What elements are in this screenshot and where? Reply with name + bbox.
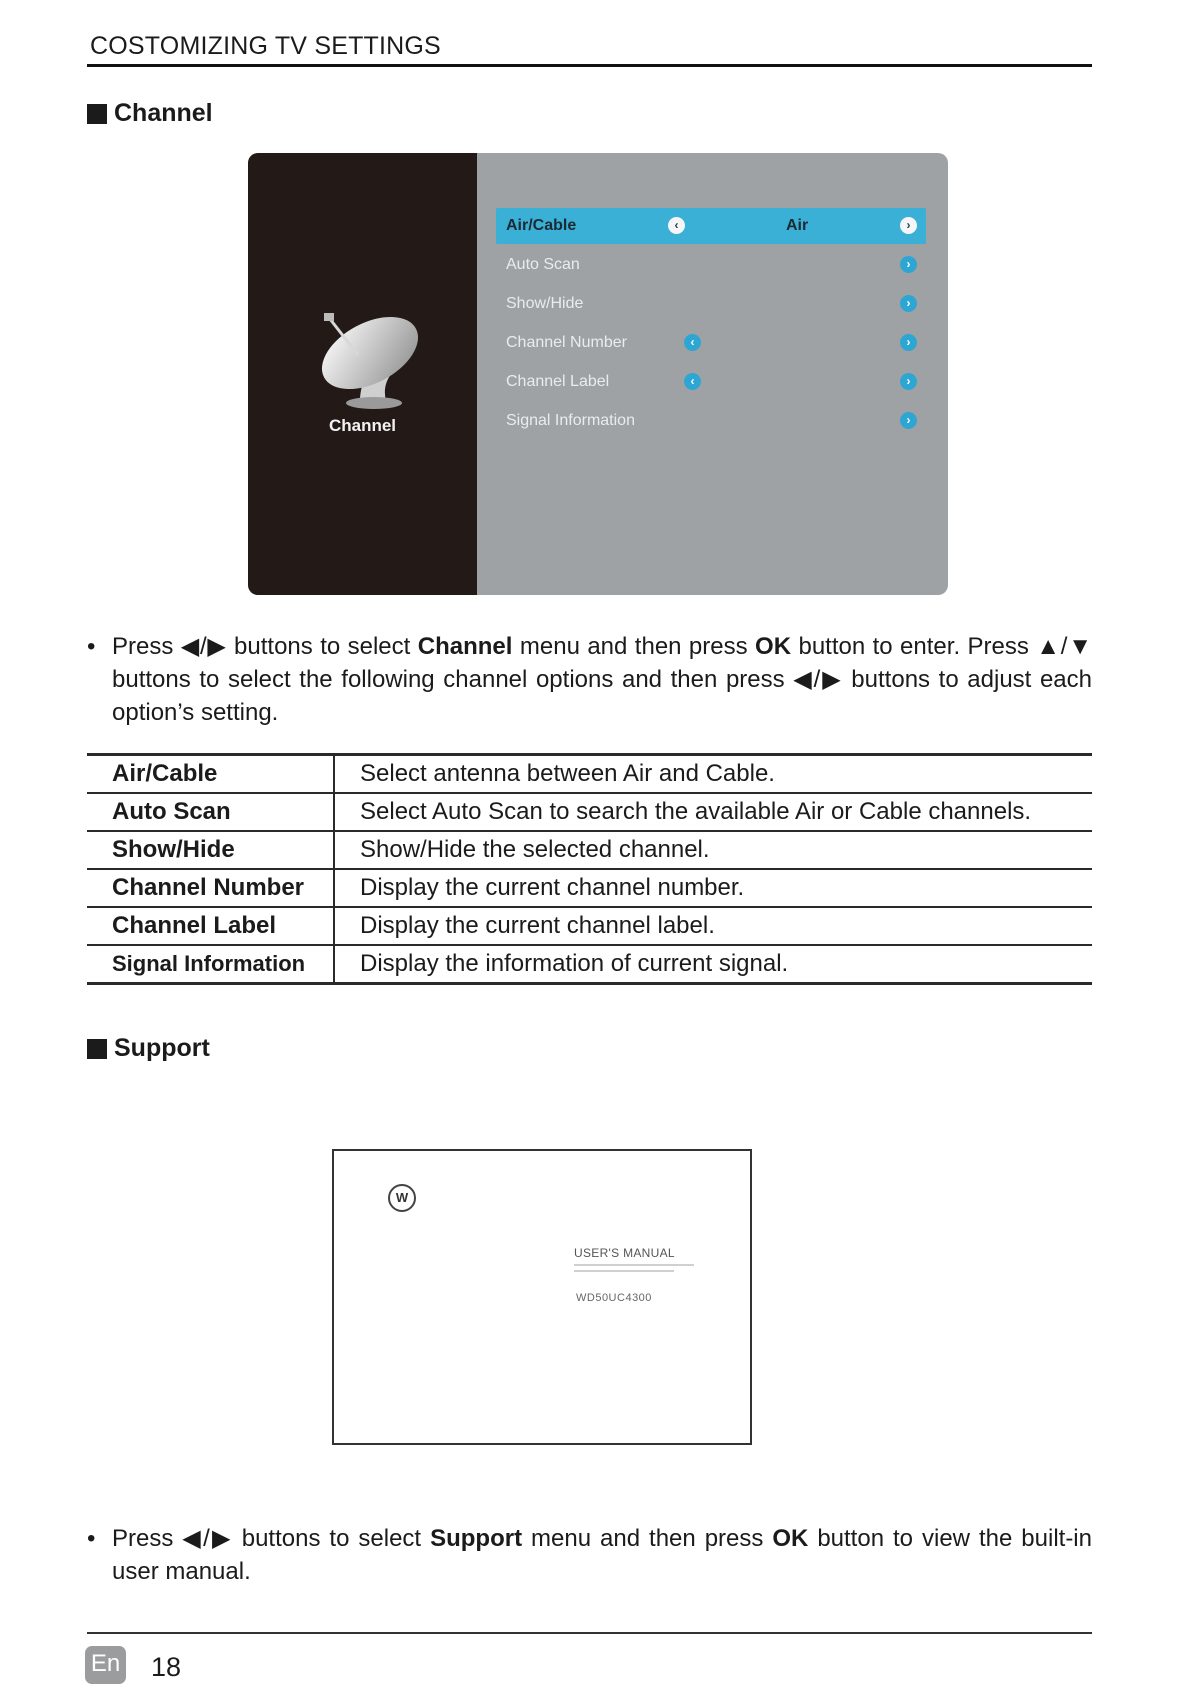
- channel-instruction: [87, 630, 1092, 729]
- menu-item-label: Auto Scan: [506, 256, 580, 273]
- chevron-right-icon[interactable]: ›: [900, 217, 917, 234]
- menu-item-signal-information[interactable]: [496, 403, 926, 439]
- footer-divider: [87, 1632, 1092, 1634]
- menu-item-value: Air: [786, 217, 809, 234]
- chevron-right-icon[interactable]: ›: [900, 373, 917, 390]
- manual-title: USER'S MANUAL: [574, 1246, 675, 1260]
- tv-menu-left-panel: [248, 153, 477, 595]
- option-description: Display the information of current signal.: [360, 950, 789, 977]
- menu-item-channel-label[interactable]: [496, 364, 926, 400]
- instruction-text: button to enter. Press ▲/▼ buttons to select the following channel options and then press ◀/▶ buttons to adjust each option’s setting.: [112, 633, 1092, 726]
- channel-section-title-text: Channel: [114, 99, 213, 127]
- menu-item-show-hide[interactable]: [496, 286, 926, 322]
- instruction-text: menu and then press: [512, 633, 756, 660]
- table-row: [87, 868, 1092, 906]
- table-row: [87, 830, 1092, 868]
- table-row: [87, 792, 1092, 830]
- instruction-text: menu and then press: [522, 1525, 773, 1552]
- instruction-bold-channel: Channel: [417, 633, 513, 660]
- menu-item-label: Channel Label: [506, 373, 610, 390]
- option-name: Channel Label: [87, 908, 335, 944]
- table-row: [87, 753, 1092, 792]
- page-number: 18: [151, 1652, 182, 1682]
- manual-subtitle-line: [574, 1270, 674, 1272]
- support-section-title: [87, 1034, 210, 1063]
- satellite-dish-icon: [300, 303, 430, 413]
- option-name: Channel Number: [87, 870, 335, 906]
- table-row: [87, 906, 1092, 944]
- page-header-title: COSTOMIZING TV SETTINGS: [90, 32, 441, 60]
- channel-options-table: [87, 753, 1092, 985]
- option-name: Show/Hide: [87, 832, 335, 868]
- language-badge: En: [85, 1646, 126, 1684]
- instruction-bold-ok: OK: [772, 1525, 809, 1552]
- option-name: Air/Cable: [87, 756, 335, 792]
- option-description: Select Auto Scan to search the available Air or Cable channels.: [360, 798, 1032, 825]
- chevron-right-icon[interactable]: ›: [900, 295, 917, 312]
- chevron-left-icon[interactable]: ‹: [668, 217, 685, 234]
- support-instruction: [87, 1522, 1092, 1588]
- user-manual-preview: [332, 1149, 752, 1445]
- bullet-dot: •: [87, 1525, 96, 1552]
- option-name: Auto Scan: [87, 794, 335, 830]
- tv-channel-menu: [248, 153, 948, 595]
- instruction-text: Press ◀/▶ buttons to select: [112, 633, 418, 660]
- instruction-text: Press ◀/▶ buttons to select: [112, 1525, 431, 1552]
- tv-menu-panel-label: Channel: [328, 416, 397, 435]
- chevron-right-icon[interactable]: ›: [900, 334, 917, 351]
- menu-item-auto-scan[interactable]: [496, 247, 926, 283]
- bullet-dot: •: [87, 633, 96, 660]
- option-description: Select antenna between Air and Cable.: [360, 760, 775, 787]
- square-bullet-icon: [87, 1039, 107, 1059]
- instruction-text: button to view the built-in user manual.: [112, 1525, 1092, 1585]
- manual-subtitle-line: [574, 1264, 694, 1266]
- menu-item-channel-number[interactable]: [496, 325, 926, 361]
- menu-item-air-cable[interactable]: [496, 208, 926, 244]
- menu-item-label: Air/Cable: [506, 217, 577, 234]
- option-description: Display the current channel label.: [360, 912, 715, 939]
- instruction-bold-support: Support: [430, 1525, 523, 1552]
- instruction-bold-ok: OK: [755, 633, 792, 660]
- option-description: Show/Hide the selected channel.: [360, 836, 710, 863]
- table-row: [87, 944, 1092, 985]
- menu-item-label: Channel Number: [506, 334, 627, 351]
- manual-model-number: WD50UC4300: [576, 1292, 652, 1304]
- option-description: Display the current channel number.: [360, 874, 745, 901]
- chevron-right-icon[interactable]: ›: [900, 412, 917, 429]
- brand-logo-icon: W: [388, 1184, 416, 1212]
- option-name: Signal Information: [87, 946, 335, 982]
- channel-section-title: [87, 99, 213, 128]
- square-bullet-icon: [87, 104, 107, 124]
- header-divider: [87, 64, 1092, 67]
- chevron-right-icon[interactable]: ›: [900, 256, 917, 273]
- menu-item-label: Show/Hide: [506, 295, 584, 312]
- support-section-title-text: Support: [114, 1034, 210, 1062]
- chevron-left-icon[interactable]: ‹: [684, 373, 701, 390]
- menu-item-label: Signal Information: [506, 412, 635, 429]
- chevron-left-icon[interactable]: ‹: [684, 334, 701, 351]
